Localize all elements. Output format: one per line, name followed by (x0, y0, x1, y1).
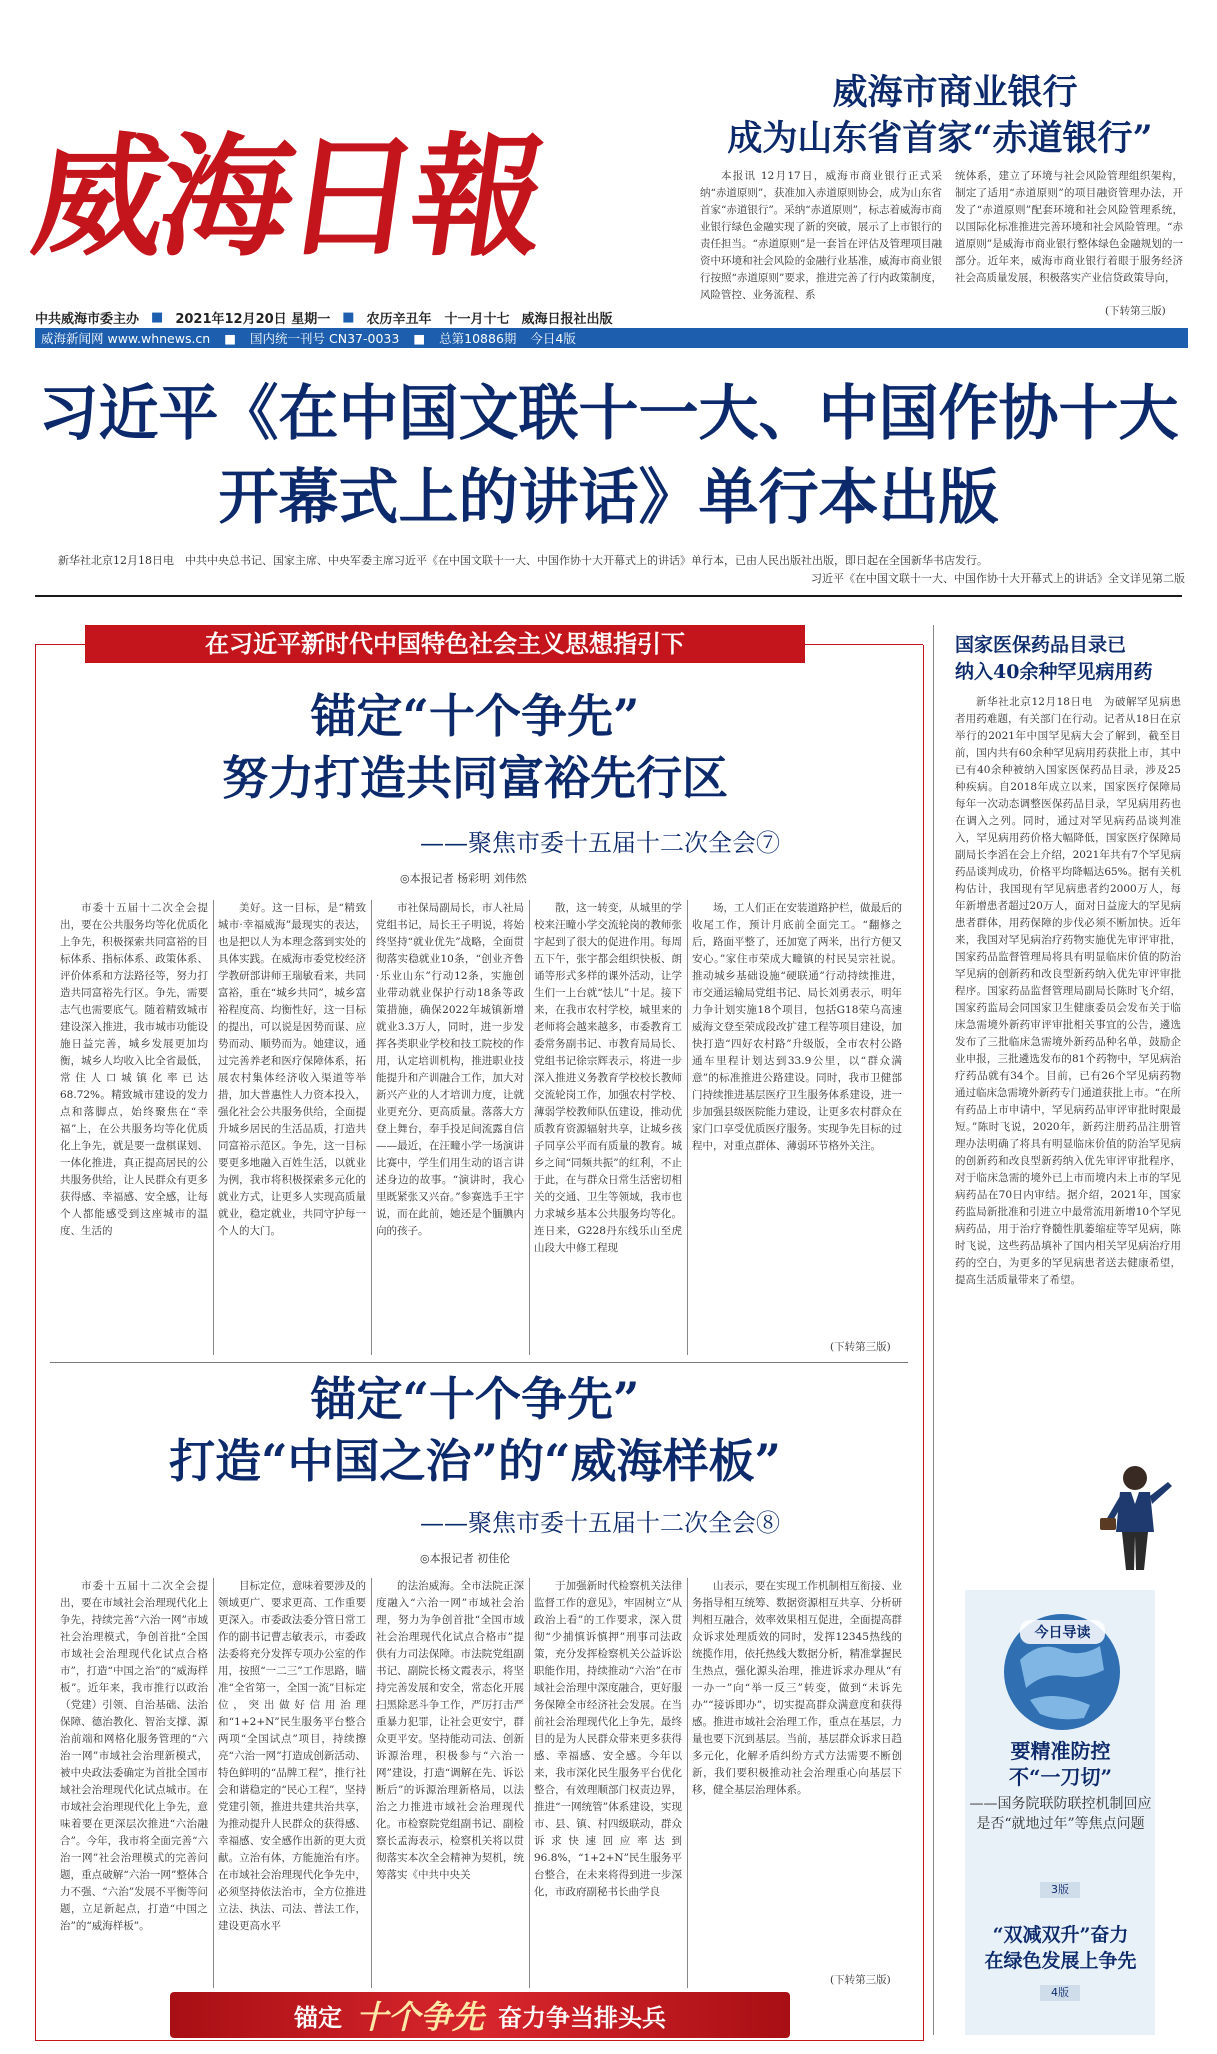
guide-item-1-line-1: 要精准防控 (1010, 1739, 1111, 1763)
article2-col-2: 目标定位，意味着要涉及的领域更广、要求更高、工作重要更深入。市委政法委分管日常工作的副书记曹志敏表示，市委政法委将充分发挥专项办公室的作用，按照“一二三”工作思路，瞄准“全省第一，全国一流”目标定位，突出做好信用治理和“1+2+N”民生服务平台整合两项“全国试点”项目，持续擦亮“六治一网”打造成创新活动、特色鲜明的“品牌工程”，推行社会和谐稳定的“民心工程”，坚持党建引领，推进共建共治共享，为推动提升人民群众的获得感、幸福感、安全感作出新的更大贡献。立治有体，方能施治有序。在市域社会治理现代化争先中，必须坚持依法治市，全方位推进立法、执法、司法、普法工作，建设更高水平 (218, 1580, 366, 1932)
businessman-illustration (1090, 1460, 1180, 1575)
article1-col-2: 美好。这一目标，是“精致城市·幸福威海”最现实的表达，也是把以人为本理念落到实处的具体实践。在威海市委党校经济学教研部讲师王瑞敏看来，共同富裕，重在“城乡共同”，城乡富裕程度高、均衡性好，这一目标的提出，可以说是因势而谋、应势而动、顺势而为。她建议，通过完善养老和医疗保障体系，拓展农村集体经济收入渠道等举措，加大普惠性人力资本投入，强化社会公共服务供给，全面提升城乡居民的生活品质，打造共同富裕示范区。争先，这一目标要更多地融入百姓生活，以就业为例，我市将积极探索多元化的就业方式，让更多人实现高质量就业，稳定就业，共同守护每一个人的大门。 (218, 902, 366, 1237)
head-icon (1123, 1466, 1147, 1490)
top-story-headline-1: 威海市商业银行 (832, 72, 1078, 113)
article1-col-3: 市社保局副局长，市人社局党组书记，局长王子明说，将始终坚持“就业优先”战略，全面贯彻落实稳就业10条，“创业齐鲁·乐业山东”行动12条，实施创业带动就业保护行动18条等政策措施，确保2022年城镇新增就业3.3万人，同时，进一步发挥各类职业学校和技工院校的作用，认定培训机构，推进职业技能提升和产训融合工作，加大对新兴产业的人才培训力度，让就业更充分、更高质量。落落大方登上舞台，奉手投足间流露自信——最近，在汪疃小学一场演讲比赛中，学生们用生动的语言讲述身边的故事。“演讲时，我心里既紧张又兴奋。”参赛选手王宇说，而在此前，她还是个腼腆内向的孩子。 (376, 902, 524, 1237)
article1-title-line-2: 努力打造共同富裕先行区 (222, 751, 728, 805)
page-count: 今日4版 (530, 331, 576, 346)
square-bullet-icon: ■ (151, 309, 164, 325)
guide-item-1[interactable] (968, 1738, 1153, 1834)
article1-byline: ◎本报记者 杨彩明 刘伟然 (400, 872, 527, 885)
sidebar-body: 新华社北京12月18日电 为破解罕见病患者用药难题，有关部门在行动。记者从18日在京举行的2021年中国罕见病大会了解到，截至目前，国内共有60余种罕见病用药获批上市，其中已有40余种被纳入国家医保药品目录，涉及25种疾病。自2018年成立以来，国家医疗保障局每年一次动态调整医保药品目录，罕见病用药也在调入之列。同时，通过对罕见病药品谈判准入，罕见病用药价格大幅降低，国家医疗保障局副局长李滔在会上介绍，2021年共有7个罕见病药品谈判成功，价格平均降幅达65%。据有关机构估计，我国现有罕见病患者约2000万人，每年新增患者超过20万人，面对日益庞大的罕见病患者群体，用药保障的步伐必须不断加快。近年来，我国对罕见病治疗药物实施优先审评审批，国家药品监督管理局将具有明显临床价值的防治罕见病的创新药和改良型新药纳入优先审评审批程序。国家药品监督管理局副局长陈时飞介绍，国家药监局会同国家卫生健康委员会发布关于临床急需境外新药审评审批相关事宜的公告，遴选发布了三批临床急需境外新药品种名单，鼓励企业申报，三批遴选发布的81个药物中，罕见病治疗药品就有34个。目前，已有26个罕见病药物通过临床急需境外新药专门通道获批上市。“在所有药品上市申请中，罕见病药品审评审批时限最短。”陈时飞说，2020年，新药注册药品注册管理办法明确了将具有明显临床价值的防治罕见病的创新药和改良型新药纳入优先审评审批程序，对于临床急需的境外已上市而境内未上市的罕见病药品在70日内审结。据介绍，2021年，国家药监局新批准和引进立中最常流用新增10个罕见病药品，用于治疗脊髓性肌萎缩症等罕见病，陈时飞说，这些药品填补了国内相关罕见病治疗用药的空白，为更多的罕见病患者送去健康希望，提高生活质量带来了希望。 (955, 696, 1181, 1286)
issn: 国内统一刊号 CN37-0033 (250, 331, 400, 346)
lead-headline (0, 372, 1217, 540)
guide-item-2-line-2: 在绿色发展上争先 (984, 1950, 1137, 1972)
guide-item-2[interactable] (968, 1922, 1153, 1974)
guide-item-2-line-1: “双减双升”奋力 (992, 1924, 1129, 1946)
column-rule (371, 900, 372, 1355)
top-story-col-2: 统体系，建立了环境与社会风险管理组织架构，制定了适用“赤道原则”的项目融资管理办法，开发了“赤道原则”配套环境和社会风险管理系统，以国际化标准推进完善环境和社会风险管理。“赤道原则”是威海市商业银行整体绿色金融规划的一部分。近年来，威海市商业银行着眼于服务经济社会高质量发展，积极落实产业信贷政策导向， (955, 170, 1183, 284)
lead-note: 习近平《在中国文联十一大、中国作协十大开幕式上的讲话》全文详见第二版 (811, 572, 1185, 585)
column-rule (687, 1578, 688, 1988)
footer-banner (170, 1992, 790, 2038)
column-rule (213, 900, 214, 1355)
top-story (690, 70, 1190, 162)
legs-shape (1122, 1532, 1148, 1570)
top-story-col-1: 本报讯 12月17日，威海市商业银行正式采纳“赤道原则”，获准加入赤道原则协会，成为山东省首家“赤道银行”。采纳“赤道原则”，标志着威海市商业银行绿色金融实现了新的突破，展示了上市银行的责任担当。“赤道原则”是一套旨在评估及管理项目融资中环境和社会风险的金融行业基准，威海市商业银行按照“赤道原则”要求，推进完善了行内政策制度，风险管控、业务流程、系 (700, 170, 942, 301)
lead-headline-line-2: 开幕式上的讲话》单行本出版 (218, 463, 999, 533)
article2-col-5: 山表示，要在实现工作机制相互衔接、业务指导相互统筹、数据资源相互共享、分析研判相互融合，效率效果相互促进，全面提高群众诉求处理质效的同时，发挥12345热线的统揽作用，依托热线大数据分析，精准掌握民生热点，强化源头治理，推进诉求办理从“有一办一”向“举一反三”转变，做到“未诉先办”“接诉即办”，切实提高群众满意度和获得感。推进市域社会治理工作，重点在基层，力量也要下沉到基层。当前，基层群众诉求日趋多元化，化解矛盾纠纷方式方法需要不断创新，我们要积极推动社会治理重心向基层下移，健全基层治理体系。 (692, 1580, 902, 1796)
article2-title-line-2: 打造“中国之治”的“威海样板” (169, 1434, 781, 1488)
sponsor: 中共威海市委主办 (35, 311, 140, 327)
masthead-info-line (35, 306, 640, 328)
column-rule (529, 900, 530, 1355)
divider (35, 595, 1182, 597)
column-rule (213, 1578, 214, 1988)
square-bullet-icon: ■ (342, 309, 355, 325)
masthead-logo (24, 105, 625, 305)
briefcase-icon (1100, 1518, 1116, 1530)
article2-jump: (下转第三版) (830, 1974, 891, 1986)
column-rule (529, 1578, 530, 1988)
guide-item-1-page[interactable]: 3版 (1040, 1882, 1080, 1898)
issue-number: 总第10886期 (439, 331, 517, 346)
article1-col-1: 市委十五届十二次全会提出，要在公共服务均等化优质化上争先，积极探索共同富裕的目标体系、指标体系、政策体系、评价体系和方法路径等，努力打造共同富裕先行区。争先，需要志气也需要底气。随着精致城市建设深入推进，我市城市功能设施日益完善，城乡发展更加均衡，城乡人均收入比全省最低，常住人口城镇化率已达68.72%。精致城市建设的发力点和落脚点，始终聚焦在“幸福”上，在公共服务均等化优质化上争先，就是要一盘棋谋划、一体化推进，真正提高居民的公共服务供给，让人民群众有更多获得感、幸福感、安全感，让每个人都能感受到这座城市的温度、生活的 (60, 902, 208, 1237)
today-guide-title: 今日导读 (1020, 1620, 1105, 1644)
masthead-blue-bar (35, 328, 1188, 348)
thought-banner-text: 在习近平新时代中国特色社会主义思想指引下 (205, 630, 685, 658)
guide-item-1-sub: ——国务院联防联控机制回应是否“就地过年”等焦点问题 (969, 1796, 1152, 1832)
top-story-jump: (下转第三版) (1105, 305, 1166, 317)
arm-shape (1150, 1482, 1172, 1504)
sidebar-headline-line-2: 纳入40余种罕见病用药 (955, 661, 1153, 683)
column-rule (687, 900, 688, 1355)
article1-title-line-1: 锚定“十个争先” (310, 689, 640, 743)
column-rule (933, 625, 934, 2035)
frame-edge (35, 644, 85, 645)
square-bullet-icon: ■ (413, 330, 426, 346)
article2-subtitle: ——聚焦市委十五届十二次全会⑧ (420, 1509, 780, 1537)
divider (50, 1362, 908, 1363)
article2-col-4: 于加强新时代检察机关法律监督工作的意见》，牢固树立“从政治上看”的工作要求，深入贯彻“少捕慎诉慎押”刑事司法政策，充分发挥检察机关公益诉讼职能作用，持续推动“六治”在市域社会治理中深度融合，更好服务保障全市经济社会发展。在当前社会治理现代化上争先，最终目的是为人民群众带来更多获得感、幸福感、安全感。今年以来，我市深化民生服务平台优化整合，有效理顺部门权责边界，推进“一网统管”体系建设，实现市、县、镇、村四级联动，群众诉求快速回应率达到96.8%，“1+2+N”民生服务平台整合，在未来将得到进一步深化，市政府副秘书长曲学良 (534, 1580, 682, 1898)
guide-item-1-line-2: 不“一刀切” (1008, 1765, 1112, 1789)
guide-item-2-page[interactable]: 4版 (1040, 1985, 1080, 2001)
footer-banner-text-2: 十个争先 (355, 1998, 484, 2036)
column-rule (371, 1578, 372, 1988)
newspaper-title: 威海日報 (24, 120, 550, 275)
issue-date: 2021年12月20日 星期一 (175, 311, 331, 327)
top-story-headline-2: 成为山东省首家“赤道银行” (727, 118, 1153, 159)
article2-title (40, 1368, 910, 1492)
square-bullet-icon: ■ (224, 330, 237, 346)
article1-col-4: 散，这一转变，从城里的学校来汪疃小学交流轮岗的教师张宇起到了很大的促进作用。每周五下午，张宇都会组织快板、朗诵等形式多样的课外活动，让学生们一上台就“怯儿”十足。接下来，在我市农村学校，城里来的老师将会越来越多，市委教育工委常务副书记、市教育局局长、党组书记徐宗辉表示，将进一步深入推进义务教育学校校长教师交流轮岗工作，加强农村学校、薄弱学校教师队伍建设，推动优质教育资源辐射共享，让城乡孩子同享公平而有质量的教育。城乡之间“同频共振”的红利，不止于此，在与群众日常生活密切相关的交通、卫生等领域，我市也力求城乡基本公共服务均等化。连日来，G228丹东线乐山至虎山段大中修工程现 (534, 902, 682, 1254)
article1-jump: (下转第三版) (830, 1341, 891, 1353)
article2-col-3: 的法治威海。全市法院正深度融入“六治一网”市域社会治理，努力为争创首批“全国市域社会治理现代化试点合格市”提供有力司法保障。市法院党组副书记、副院长杨文霞表示，将坚持完善发展和安全，常态化开展扫黑除恶斗争工作，严厉打击严重暴力犯罪，让社会更安宁，群众更平安。坚持能动司法、创新诉源治理，积极参与“六治一网”建设，打造“调解在先、诉讼断后”的诉源治理新格局，以法治之力推进市域社会治理现代化。市检察院党组副书记、副检察长孟海表示，检察机关将以贯彻落实本次全会精神为契机，统筹落实《中共中央关 (376, 1580, 524, 1881)
lead-headline-line-1: 习近平《在中国文联十一大、中国作协十大 (38, 379, 1179, 449)
article2-title-line-1: 锚定“十个争先” (310, 1372, 640, 1426)
article2-col-1: 市委十五届十二次全会提出，要在市域社会治理现代化上争先，持续完善“六治一网”市域社会治理模式，争创首批“全国市域社会治理现代化试点合格市”，打造“中国之治”的“威海样板”。近年来，我市推行以政治（党建）引领、自治基础、法治保障、德治教化、智治支撑、源治前端和网格化服务管理的“六治一网”市域社会治理新模式，被中央政法委确定为首批全国市域社会治理现代化试点城市。在市域社会治理现代化上争先，意味着要在更深层次推进“六治融合”。今年，我市将全面完善“六治一网”社会治理模式的完善问题，重点破解“六治一网”整体合力不强、“六治”发展不平衡等问题，立足新起点，打造“中国之治”的“威海样板”。 (60, 1580, 208, 1932)
lunar-date: 农历辛丑年 十一月十七 (366, 311, 510, 327)
sidebar-headline-line-1: 国家医保药品目录已 (955, 634, 1127, 656)
website[interactable]: 威海新闻网 www.whnews.cn (41, 331, 211, 346)
lead-dateline: 新华社北京12月18日电 中共中央总书记、国家主席、中央军委主席习近平《在中国文联十一大、中国作协十大开幕式上的讲话》单行本，已由人民出版社出版，即日起在全国新华书店发行。 (58, 554, 988, 567)
footer-banner-text-1: 锚定 (293, 2003, 342, 2032)
article1-subtitle: ——聚焦市委十五届十二次全会⑦ (420, 829, 780, 857)
article1-col-5: 场，工人们正在安装道路护栏，做最后的收尾工作，预计月底前全面完工。“翻修之后，路面平整了，还加宽了两米，出行方便又安心。”家住市荣成大疃镇的村民吴宗社说。推动城乡基础设施“硬联通”行动持续推进，市交通运输局党组书记、局长刘勇表示，明年力争计划实施18个项目，包括G18荣乌高速威海文登至荣成段改扩建工程等项目建设，加快打造“四好农村路”升级版，全市农村公路通车里程计划达到33.9公里，以“群众满意”的标准推进公路建设。同时，我市卫健部门持续推进基层医疗卫生服务体系建设，进一步加强县级医院能力建设，让更多农村群众在家门口享受优质医疗服务。实现争先目标的过程中，对重点群体、薄弱环节格外关注。 (692, 902, 902, 1152)
sidebar-headline (955, 632, 1190, 686)
article2-byline: ◎本报记者 初佳伦 (420, 1552, 511, 1565)
publisher: 威海日报社出版 (521, 311, 613, 327)
footer-banner-text-3: 奋力争当排头兵 (498, 2003, 666, 2032)
article1-title (40, 685, 910, 809)
frame-edge (805, 644, 923, 645)
